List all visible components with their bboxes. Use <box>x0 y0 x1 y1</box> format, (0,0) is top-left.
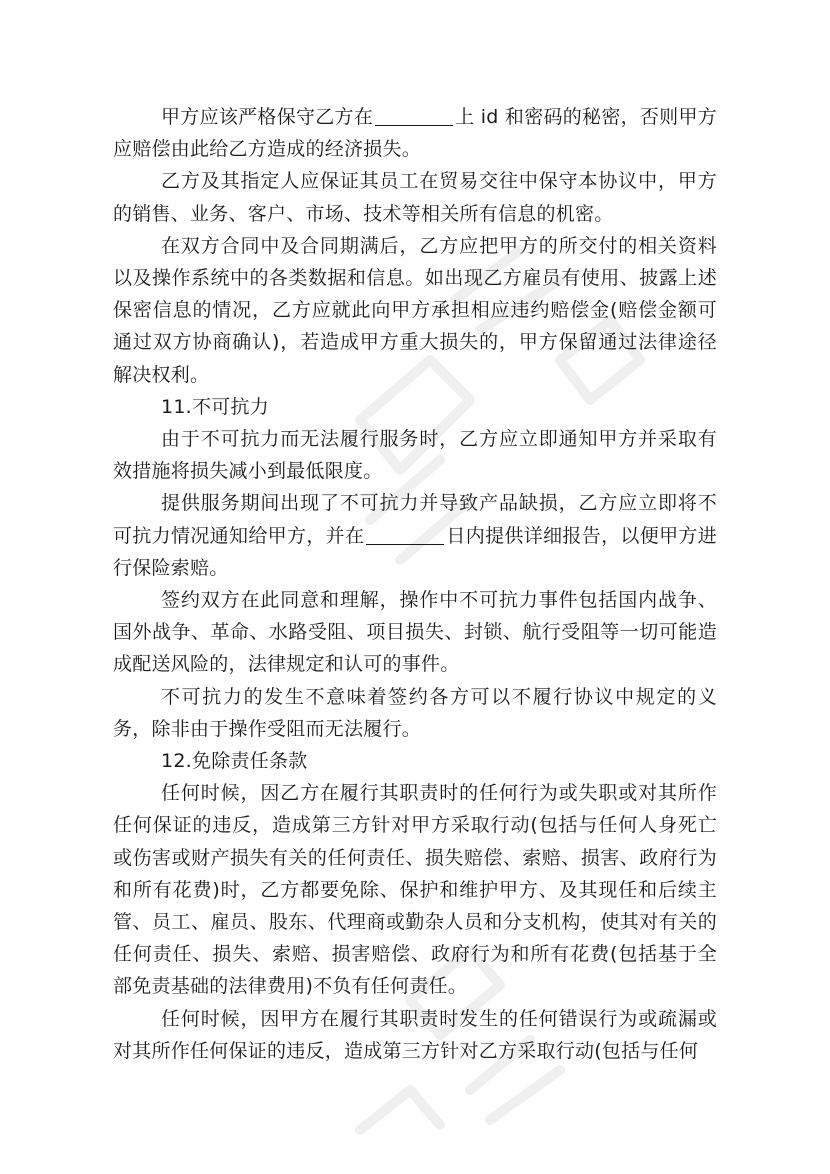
paragraph-6: 签约双方在此同意和理解，操作中不可抗力事件包括国内战争、国外战争、革命、水路受阻、项目损失、封锁、航行受阻等一切可能造成配送风险的，法律规定和认可的事件。 <box>113 589 717 676</box>
paragraph-7: 不可抗力的发生不意味着签约各方可以不履行协议中规定的义务，除非由于操作受阻而无法履行。 <box>113 685 717 740</box>
paragraph-9: 任何时候，因甲方在履行其职责时发生的任何错误行为或疏漏或对其所作任何保证的违反，造成第三方针对乙方采取行动(包括与任何 <box>113 1007 717 1062</box>
paragraph-3: 在双方合同中及合同期满后，乙方应把甲方的所交付的相关资料以及操作系统中的各类数据和信息。如出现乙方雇员有使用、披露上述保密信息的情况，乙方应就此向甲方承担相应违约赔偿金(赔偿金额可通过双方协商确认)，若造成甲方重大损失的，甲方保留通过法律途径解决权利。 <box>113 234 717 386</box>
paragraph-2: 乙方及其指定人应保证其员工在贸易交往中保守本协议中，甲方的销售、业务、客户、市场、技术等相关所有信息的机密。 <box>113 170 717 225</box>
document-body <box>113 101 717 1067</box>
paragraph-4: 由于不可抗力而无法履行服务时，乙方应立即通知甲方并采取有效措施将损失减小到最低限度。 <box>113 428 717 483</box>
fill-in-blank <box>375 105 453 126</box>
paragraph-5-part-a: 提供服务期间出现了不可抗力并导致产品缺损，乙方应立即将不可抗力情况通知给甲方，并在 <box>113 492 717 547</box>
paragraph-5 <box>113 487 717 584</box>
section-heading-12: 12.免除责任条款 <box>161 750 308 773</box>
paragraph-1-part-a: 甲方应该严格保守乙方在 <box>161 106 374 128</box>
paragraph-1 <box>113 101 717 165</box>
paragraph-5-part-b: 日内提供详细报告，以便甲方进行保险索赔。 <box>113 524 717 579</box>
fill-in-blank <box>366 524 444 545</box>
paragraph-8: 任何时候，因乙方在履行其职责时的任何行为或失职或对其所作任何保证的违反，造成第三方针对甲方采取行动(包括与任何人身死亡或伤害或财产损失有关的任何责任、损失赔偿、索赔、损害、政府行为和所有花费)时，乙方都要免除、保护和维护甲方、及其现任和后续主管、员工、雇员、股东、代理商或勤杂人员和分支机构，使其对有关的任何责任、损失、索赔、损害赔偿、政府行为和所有花费(包括基于全部免责基础的法律费用)不负有任何责任。 <box>113 782 717 998</box>
paragraph-1-part-b: 上 id 和密码的秘密，否则甲方应赔偿由此给乙方造成的经济损失。 <box>113 106 717 161</box>
section-heading-11: 11.不可抗力 <box>161 395 269 418</box>
